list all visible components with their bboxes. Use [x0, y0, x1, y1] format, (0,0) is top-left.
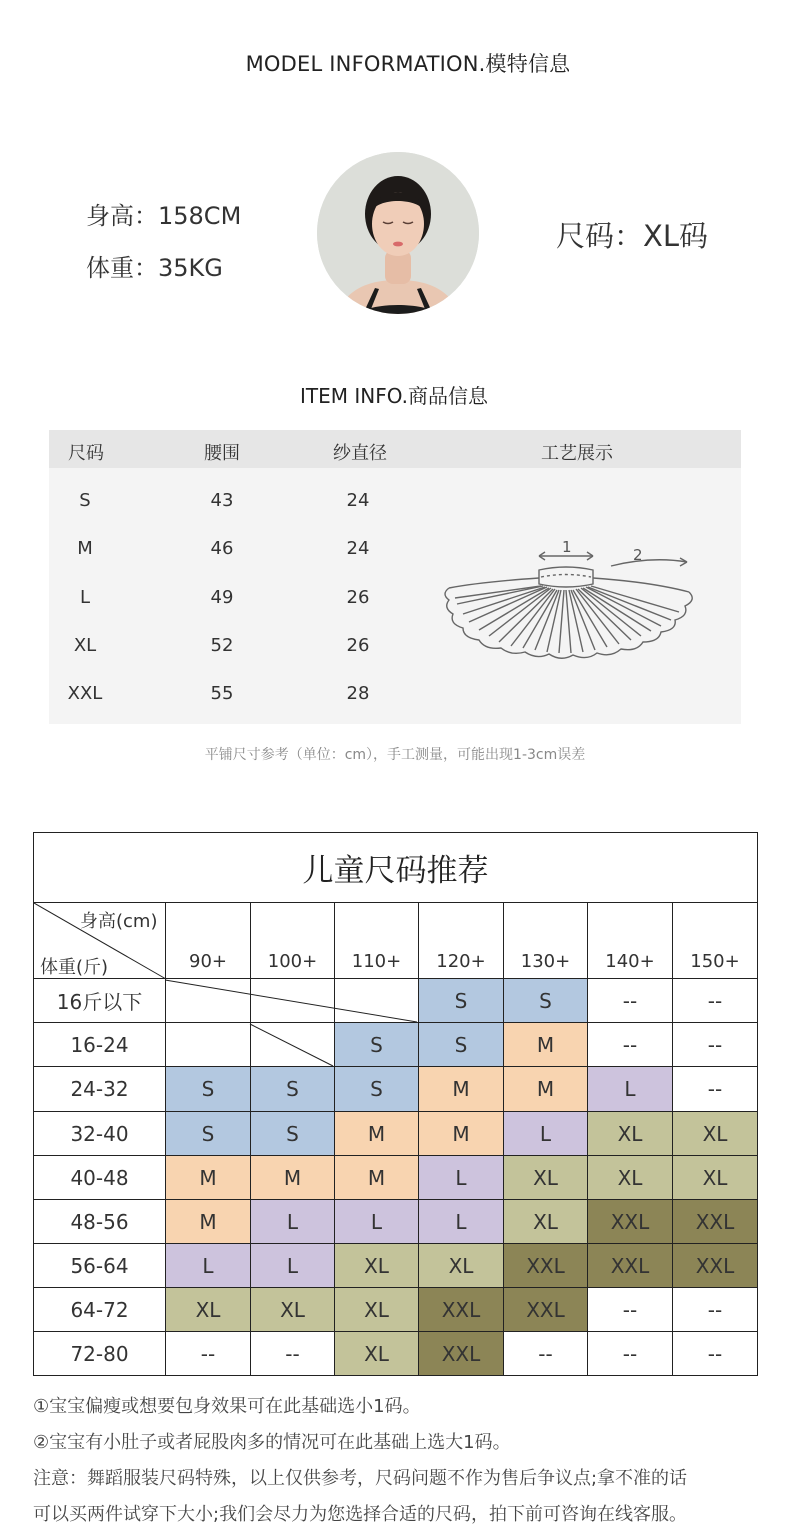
item-table-header — [49, 430, 741, 468]
row-diameter: 26 — [346, 587, 370, 608]
size-cell: -- — [672, 978, 758, 1023]
size-cell: XL — [503, 1155, 588, 1200]
size-cell: L — [418, 1155, 504, 1200]
row-waist: 43 — [210, 490, 234, 511]
size-cell — [334, 978, 419, 1023]
row-diameter: 28 — [346, 683, 370, 704]
size-cell: L — [503, 1111, 588, 1156]
item-info-table — [49, 430, 741, 724]
size-cell: S — [165, 1111, 251, 1156]
header-size: 尺码 — [68, 443, 104, 464]
size-cell — [250, 1022, 335, 1067]
size-recommendation-table — [33, 832, 757, 1375]
size-cell: L — [587, 1066, 673, 1112]
header-waist: 腰围 — [204, 443, 240, 464]
size-cell: L — [418, 1199, 504, 1244]
size-cell: -- — [587, 978, 673, 1023]
height-header: 120+ — [418, 902, 504, 979]
row-diameter: 26 — [346, 635, 370, 656]
row-size: S — [79, 490, 91, 511]
size-cell: XXL — [587, 1243, 673, 1288]
size-cell: S — [250, 1111, 335, 1156]
weight-label: 64-72 — [33, 1287, 166, 1332]
size-cell: L — [334, 1199, 419, 1244]
diagram-label-1: 1 — [562, 538, 572, 556]
size-cell: -- — [250, 1331, 335, 1376]
weight-label: 72-80 — [33, 1331, 166, 1376]
size-cell: L — [250, 1199, 335, 1244]
size-cell: XL — [672, 1111, 758, 1156]
header-tulle-diameter: 纱直径 — [333, 443, 387, 464]
size-cell: M — [334, 1111, 419, 1156]
row-size: L — [79, 587, 91, 608]
row-waist: 49 — [210, 587, 234, 608]
size-cell: XXL — [503, 1287, 588, 1332]
size-cell: XXL — [672, 1199, 758, 1244]
size-cell: M — [418, 1111, 504, 1156]
size-cell: L — [165, 1243, 251, 1288]
size-cell: XXL — [672, 1243, 758, 1288]
row-diameter: 24 — [346, 490, 370, 511]
size-cell: -- — [672, 1331, 758, 1376]
weight-label: 56-64 — [33, 1243, 166, 1288]
size-cell: -- — [503, 1331, 588, 1376]
size-chart-corner — [33, 902, 166, 979]
row-size: M — [77, 538, 93, 559]
model-size: 尺码：XL码 — [556, 219, 709, 253]
row-diameter: 24 — [346, 538, 370, 559]
header-craft-display: 工艺展示 — [541, 443, 613, 464]
size-cell: S — [418, 978, 504, 1023]
weight-label: 24-32 — [33, 1066, 166, 1112]
note-line-1: ①宝宝偏瘦或想要包身效果可在此基础选小1码。 — [33, 1396, 421, 1417]
size-cell: S — [250, 1066, 335, 1112]
size-cell: S — [503, 978, 588, 1023]
item-measurement-note: 平铺尺寸参考（单位：cm），手工测量，可能出现1-3cm误差 — [204, 747, 586, 763]
size-cell: -- — [165, 1331, 251, 1376]
size-cell: XL — [334, 1243, 419, 1288]
size-cell: M — [165, 1199, 251, 1244]
corner-weight-label: 体重(斤) — [40, 957, 109, 978]
row-waist: 55 — [210, 683, 234, 704]
model-info-title: MODEL INFORMATION.模特信息 — [245, 52, 571, 76]
size-cell: -- — [587, 1331, 673, 1376]
size-cell: XL — [503, 1199, 588, 1244]
model-avatar — [317, 152, 479, 314]
size-cell — [165, 1022, 251, 1067]
size-cell: XL — [418, 1243, 504, 1288]
size-cell: XXL — [587, 1199, 673, 1244]
row-waist: 52 — [210, 635, 234, 656]
note-line-4: 可以买两件试穿下大小;我们会尽力为您选择合适的尺码，拍下前可咨询在线客服。 — [33, 1504, 688, 1525]
weight-label: 32-40 — [33, 1111, 166, 1156]
height-header: 130+ — [503, 902, 588, 979]
height-header: 140+ — [587, 902, 673, 979]
size-cell: S — [334, 1066, 419, 1112]
size-cell: XXL — [418, 1287, 504, 1332]
height-header: 110+ — [334, 902, 419, 979]
size-cell: XL — [165, 1287, 251, 1332]
size-cell: -- — [672, 1022, 758, 1067]
row-waist: 46 — [210, 538, 234, 559]
note-line-3: 注意：舞蹈服装尺码特殊，以上仅供参考，尺码问题不作为售后争议点;拿不准的话 — [33, 1468, 688, 1489]
size-cell: S — [165, 1066, 251, 1112]
size-cell: XL — [334, 1331, 419, 1376]
size-chart-title: 儿童尺码推荐 — [33, 832, 758, 903]
size-cell: M — [250, 1155, 335, 1200]
size-cell: XL — [672, 1155, 758, 1200]
size-cell — [250, 978, 335, 1023]
corner-height-label: 身高(cm) — [80, 911, 158, 932]
note-line-2: ②宝宝有小肚子或者屁股肉多的情况可在此基础上选大1码。 — [33, 1432, 511, 1453]
weight-label: 40-48 — [33, 1155, 166, 1200]
size-cell: XL — [587, 1111, 673, 1156]
height-header: 150+ — [672, 902, 758, 979]
size-cell: XXL — [503, 1243, 588, 1288]
size-cell: -- — [587, 1287, 673, 1332]
weight-label: 16-24 — [33, 1022, 166, 1067]
weight-label: 48-56 — [33, 1199, 166, 1244]
size-cell: -- — [587, 1022, 673, 1067]
size-cell: -- — [672, 1066, 758, 1112]
height-header: 90+ — [165, 902, 251, 979]
tutu-diagram-icon — [441, 534, 701, 664]
height-header: 100+ — [250, 902, 335, 979]
item-info-title: ITEM INFO.商品信息 — [299, 384, 489, 408]
size-cell: L — [250, 1243, 335, 1288]
size-cell: M — [503, 1066, 588, 1112]
weight-label: 16斤以下 — [33, 978, 166, 1023]
size-cell: S — [334, 1022, 419, 1067]
size-cell: -- — [672, 1287, 758, 1332]
size-cell: XXL — [418, 1331, 504, 1376]
model-weight: 体重：35KG — [86, 254, 223, 282]
row-size: XL — [73, 635, 97, 656]
size-cell: M — [165, 1155, 251, 1200]
model-portrait-icon — [317, 152, 479, 314]
size-cell: S — [418, 1022, 504, 1067]
size-cell: XL — [587, 1155, 673, 1200]
size-cell: M — [334, 1155, 419, 1200]
size-cell: XL — [250, 1287, 335, 1332]
diagram-label-2: 2 — [633, 546, 643, 564]
size-cell: M — [503, 1022, 588, 1067]
size-cell — [165, 978, 251, 1023]
size-cell: XL — [334, 1287, 419, 1332]
size-cell: M — [418, 1066, 504, 1112]
row-size: XXL — [67, 683, 103, 704]
model-height: 身高：158CM — [86, 202, 242, 230]
